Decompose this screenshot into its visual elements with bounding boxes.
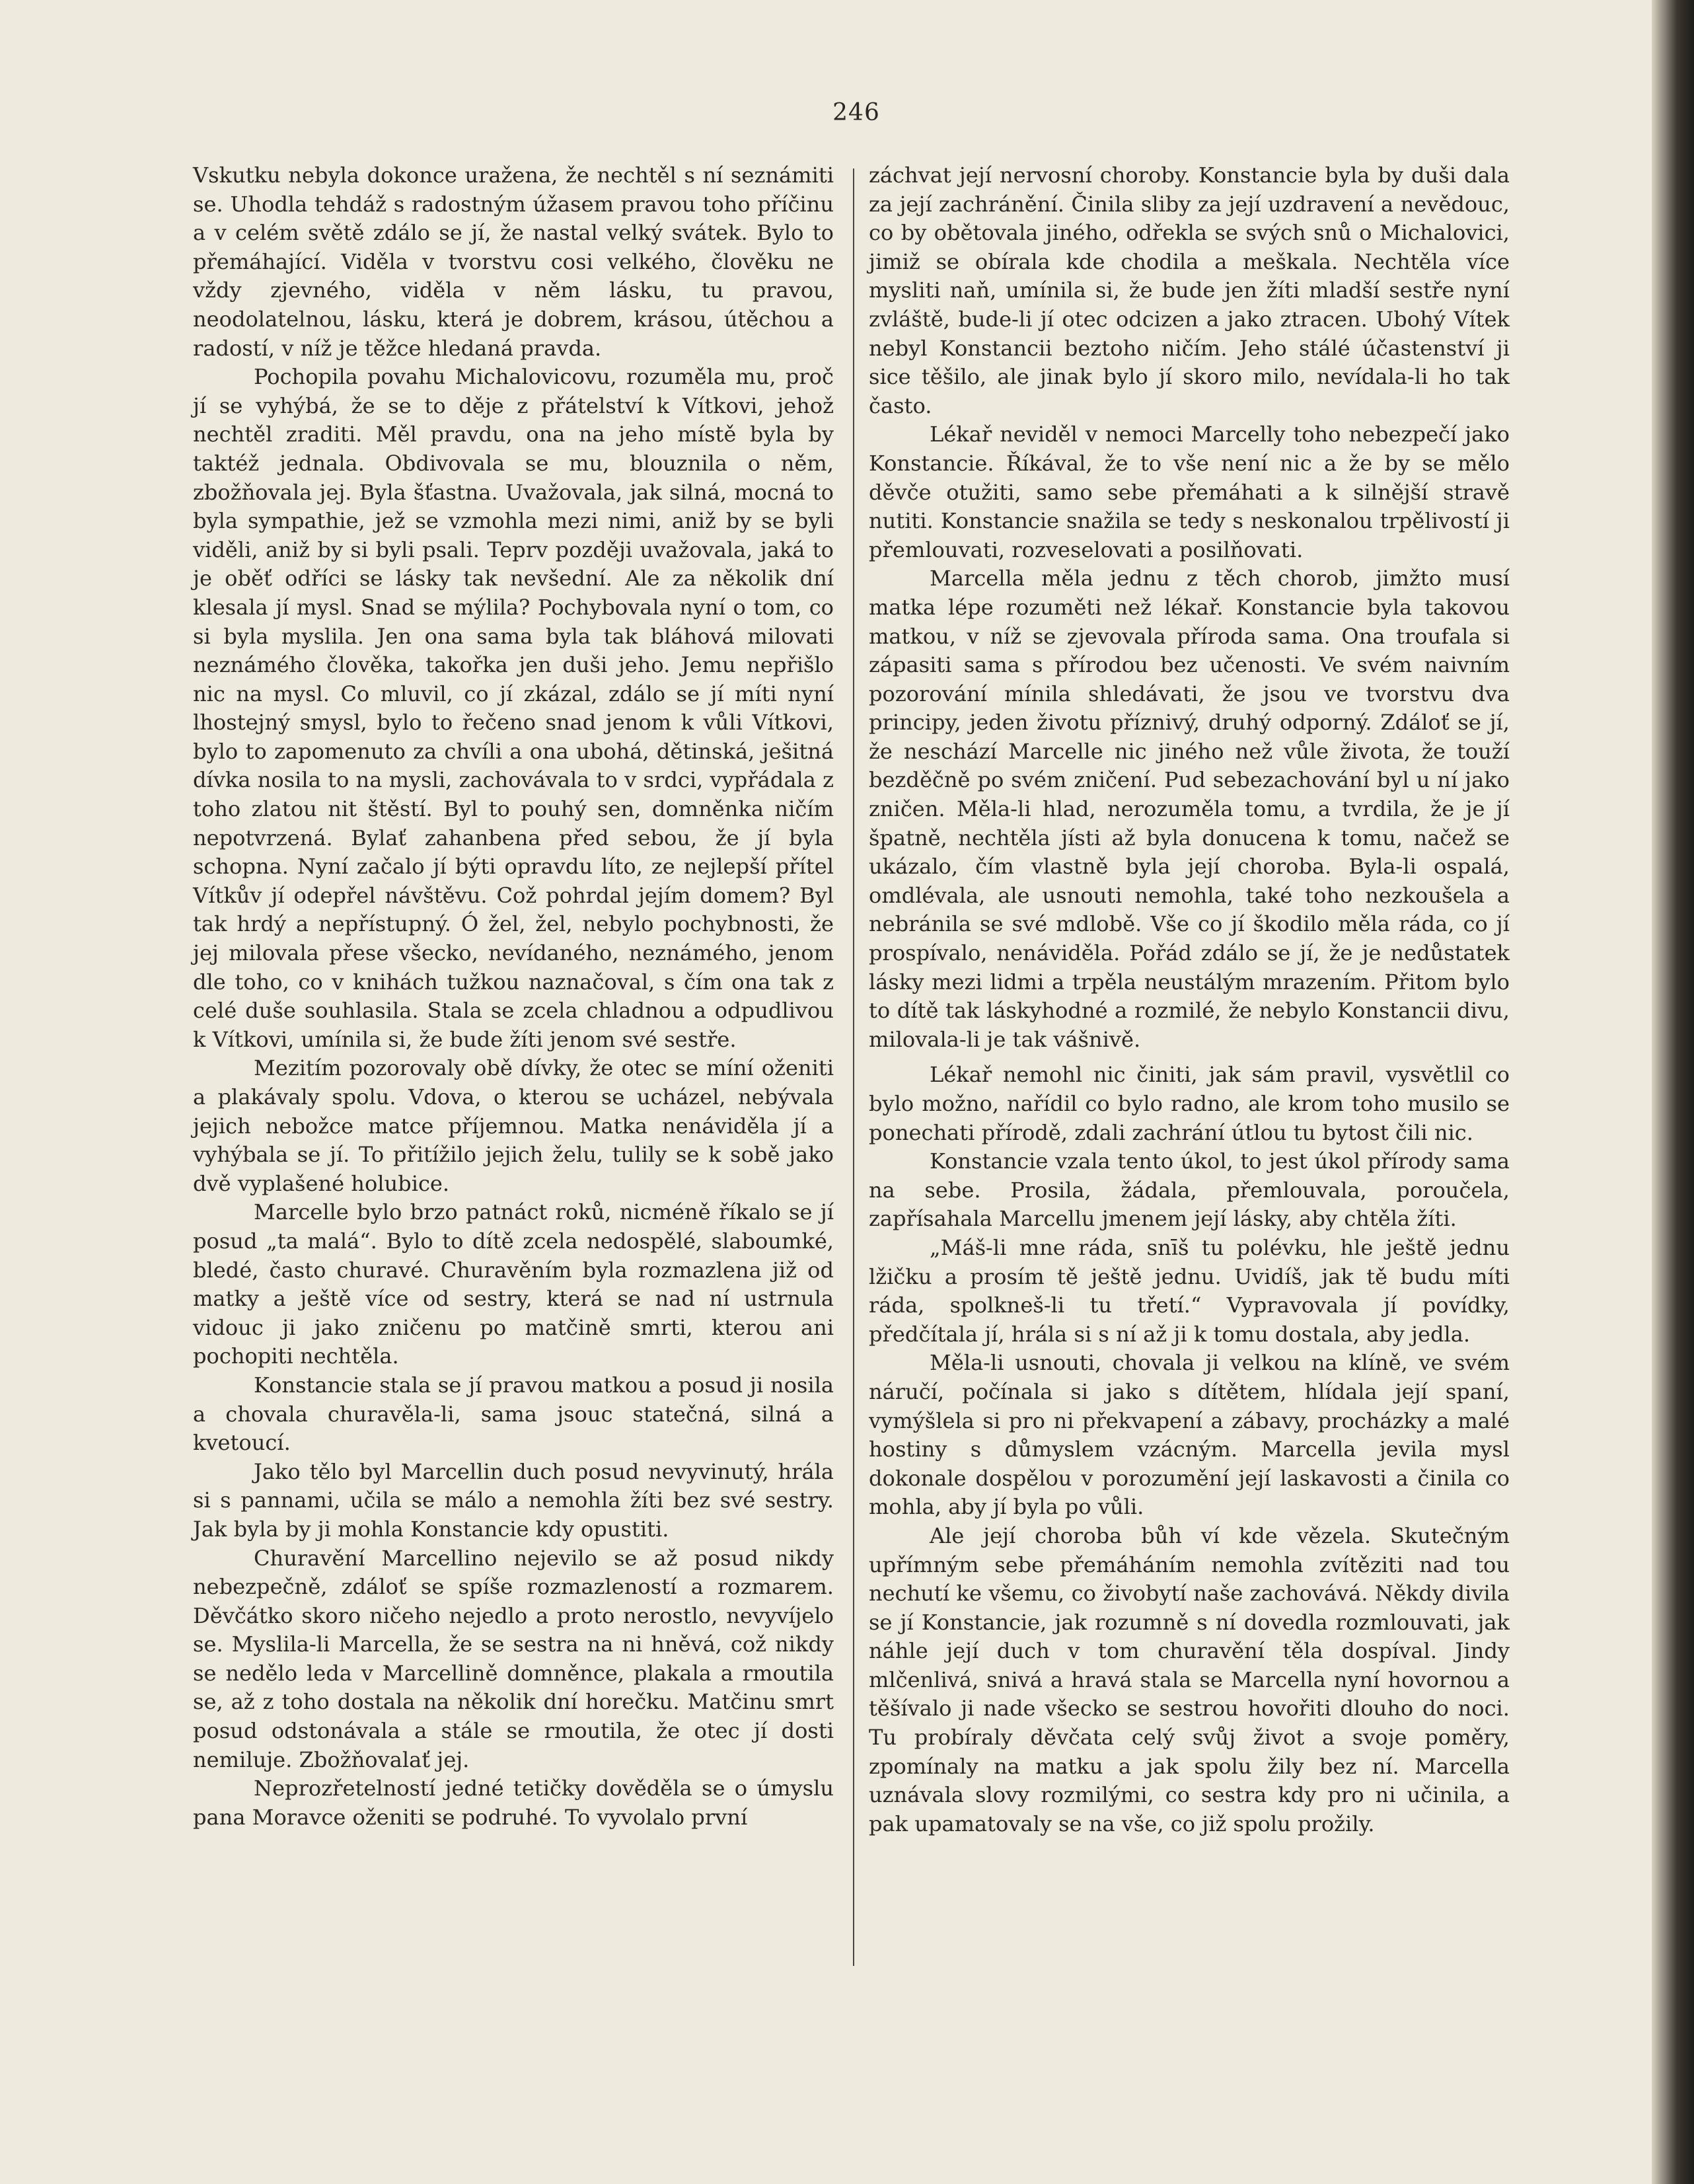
paragraph: Pochopila povahu Michalovicovu, rozuměla mu, proč jí se vyhýbá, že se to děje z přátelství k Vítkovi, jehož nechtěl zraditi. Měl pravdu, ona na jeho místě byla by taktéž jednala. Obdivovala se mu, blouznila o něm, zbožňovala jej. Byla šťastna. Uvažovala, jak silná, mocná to byla sympathie, jež se vzmohla mezi nimi, aniž by se byli viděli, aniž by si byli psali. Teprv později uvažovala, jaká to je oběť odříci se lásky tak nevšední. Ale za několik dní klesala jí mysl. Snad se mýlila? Pochybovala nyní o tom, co si byla myslila. Jen ona sama byla tak bláhová milovati neznámého člověka, takořka jen duši jeho. Jemu nepřišlo nic na mysl. Co mluvil, co jí zkázal, zdálo se jí míti nyní lhostejný smysl, bylo to řečeno snad jenom k vůli Vítkovi, bylo to zapomenuto za chvíli a ona ubohá, dětinská, ješitná dívka nosila to na mysli, zachovávala to v srdci, vypřádala z toho zlatou nit štěstí. Byl to pouhý sen, domněnka ničím nepotvrzená. Bylať zahanbena před sebou, že jí byla schopna. Nyní začalo jí býti opravdu líto, ze nejlepší přítel Vítkův jí odepřel návštěvu. Což pohrdal jejím domem? Byl tak hrdý a nepřístupný. Ó žel, žel, nebylo pochybnosti, že jej milovala přese všecko, nevídaného, neznámého, jenom dle toho, co v knihách tužkou naznačoval, s čím ona tak z celé duše souhlasila. Stala se zcela chladnou a odpudlivou k Vítkovi, umínila si, že bude žíti jenom své sestře. xyxy=(193,364,834,1052)
paragraph: Ale její choroba bůh ví kde vězela. Skutečným upřímným sebe přemáháním nemohla zvítěziti nad tou nechutí ke všemu, co živobytí naše zachovává. Někdy divila se jí Konstancie, jak rozumně s ní dovedla rozmlouvati, jak náhle její duch v tom churavění těla dospíval. Jindy mlčenlivá, snivá a hravá stala se Marcella nyní hovornou a těšívalo ji nade všecko se sestrou hovořiti dlouho do noci. Tu probíraly děvčata celý svůj život a svoje poměry, zpomínaly na matku a jak spolu žily bez ní. Marcella uznávala slovy rozmilými, co sestra kdy pro ni učinila, a pak upamatovaly se na vše, co již spolu prožily. xyxy=(869,1523,1510,1836)
binding-edge-shadow xyxy=(1652,0,1694,2184)
paragraph: Neprozřetelností jedné tetičky dověděla se o úmyslu pana Moravce oženiti se podruhé. To vyvolalo první xyxy=(193,1776,834,1830)
paragraph: Lékař nemohl nic činiti, jak sám pravil, vysvětlil co bylo možno, nařídil co bylo radno, ale krom toho musilo se ponechati přírodě, zdali zachrání útlou tu bytost čili nic. xyxy=(869,1062,1510,1145)
paragraph: záchvat její nervosní choroby. Konstancie byla by duši dala za její zachránění. Činila sliby za její uzdravení a nevědouc, co by obětovala jiného, odřekla se svých snů o Michalovici, jimiž se obírala kde chodila a meškala. Nechtěla více mysliti naň, umínila si, že bude jen žíti mladší sestře nyní zvláště, bude-li jí otec odcizen a jako ztracen. Ubohý Vítek nebyl Konstancii beztoho ničím. Jeho stálé účastenství ji sice těšilo, ale jinak bylo jí skoro milo, nevídala-li ho tak často. xyxy=(869,163,1510,418)
page-number: 246 xyxy=(832,99,880,126)
paragraph: Vskutku nebyla dokonce uražena, že nechtěl s ní seznámiti se. Uhodla tehdáž s radostným úžasem pravou toho příčinu a v celém světě zdálo se jí, že nastal velký svátek. Bylo to přemáhající. Viděla v tvorstvu cosi velkého, člověku ne vždy zjevného, viděla v něm lásku, tu pravou, neodolatelnou, lásku, která je dobrem, krásou, útěchou a radostí, v níž je těžce hledaná pravda. xyxy=(193,163,834,361)
right-column xyxy=(869,161,1510,1838)
paragraph: „Máš-li mne ráda, snīš tu polévku, hle ještě jednu lžičku a prosím tě ještě jednu. Uvidíš, jak tě budu míti ráda, spolkneš-li tu třetí.“ Vypravovala jí povídky, předčítala jí, hrála si s ní až ji k tomu dostala, aby jedla. xyxy=(869,1234,1510,1347)
paragraph: Konstancie vzala tento úkol, to jest úkol přírody sama na sebe. Prosila, žádala, přemlouvala, poroučela, zapřísahala Marcellu jmenem její lásky, aby chtěla žíti. xyxy=(869,1148,1510,1232)
paragraph: Marcella měla jednu z těch chorob, jimžto musí matka lépe rozuměti než lékař. Konstancie byla takovou matkou, v níž se zjevovala příroda sama. Ona troufala si zápasiti sama s přírodou bez učenosti. Ve svém naivním pozorování mínila shledávati, že jsou ve tvorstvu dva principy, jeden životu příznivý, druhý odporný. Zdáloť se jí, že neschází Marcelle nic jiného než vůle života, že touží bezděčně po svém zničení. Pud sebezachování byl u ní jako zničen. Měla-li hlad, nerozuměla tomu, a tvrdila, že je jí špatně, nechtěla jísti až byla donucena k tomu, načež se ukázalo, čím vlastně byla její choroba. Byla-li ospalá, omdlévala, ale usnouti nemohla, také toho nezkoušela a nebránila se své mdlobě. Vše co jí škodilo měla ráda, co jí prospívalo, nenáviděla. Pořád zdálo se jí, že je nedůstatek lásky mezi lidmi a trpěla neustálým mrazením. Přitom bylo to dítě tak láskyhodné a rozmilé, že nebylo Konstancii divu, milovala-li je tak vášnivě. xyxy=(869,566,1510,1052)
paragraph: Marcelle bylo brzo patnáct roků, nicméně říkalo se jí posud „ta malá“. Bylo to dítě zcela nedospělé, slaboumké, bledé, často churavé. Churavěním byla rozmazlena již od matky a ještě více od sestry, která se nad ní ustrnula vidouc ji jako zničenu po matčině smrti, kterou ani pochopiti nechtěla. xyxy=(193,1199,834,1369)
left-column xyxy=(193,161,834,1832)
paragraph: Jako tělo byl Marcellin duch posud nevyvinutý, hrála si s pannami, učila se málo a nemohla žíti bez své sestry. Jak byla by ji mohla Konstancie kdy opustiti. xyxy=(193,1458,834,1542)
paragraph: Lékař neviděl v nemoci Marcelly toho nebezpečí jako Konstancie. Říkával, že to vše není nic a že by se mělo děvče otužiti, samo sebe přemáhati a k silnější stravě nutiti. Konstancie snažila se tedy s neskonalou trpělivostí ji přemlouvati, rozveselovati a posilňovati. xyxy=(869,422,1510,562)
column-divider xyxy=(853,169,854,1966)
paragraph: Konstancie stala se jí pravou matkou a posud ji nosila a chovala churavěla-li, sama jsouc statečná, silná a kvetoucí. xyxy=(193,1372,834,1456)
paragraph: Mezitím pozorovaly obě dívky, že otec se míní oženiti a plakávaly spolu. Vdova, o kterou se ucházel, nebývala jejich nebožce matce příjemnou. Matka nenáviděla jí a vyhýbala se jí. To přitížilo jejich želu, tulily se k sobě jako dvě vyplašené holubice. xyxy=(193,1055,834,1196)
paragraph: Churavění Marcellino nejevilo se až posud nikdy nebezpečně, zdáloť se spíše rozmazleností a rozmarem. Děvčátko skoro ničeho nejedlo a proto nerostlo, nevyvíjelo se. Myslila-li Marcella, že se sestra na ni hněvá, což nikdy se nedělo leda v Marcellině domněnce, plakala a rmoutila se, až z toho dostala na několik dní horečku. Matčinu smrt posud odstonávala a stále se rmoutila, že otec jí dosti nemiluje. Zbožňovalať jej. xyxy=(193,1545,834,1772)
paragraph: Měla-li usnouti, chovala ji velkou na klíně, ve svém náručí, počínala si jako s dítětem, hlídala její spaní, vymýšlela si pro ni překvapení a zábavy, procházky a malé hostiny s důmyslem vzácným. Marcella jevila mysl dokonale dospělou v porozumění její laskavosti a činila co mohla, aby jí byla po vůli. xyxy=(869,1350,1510,1520)
